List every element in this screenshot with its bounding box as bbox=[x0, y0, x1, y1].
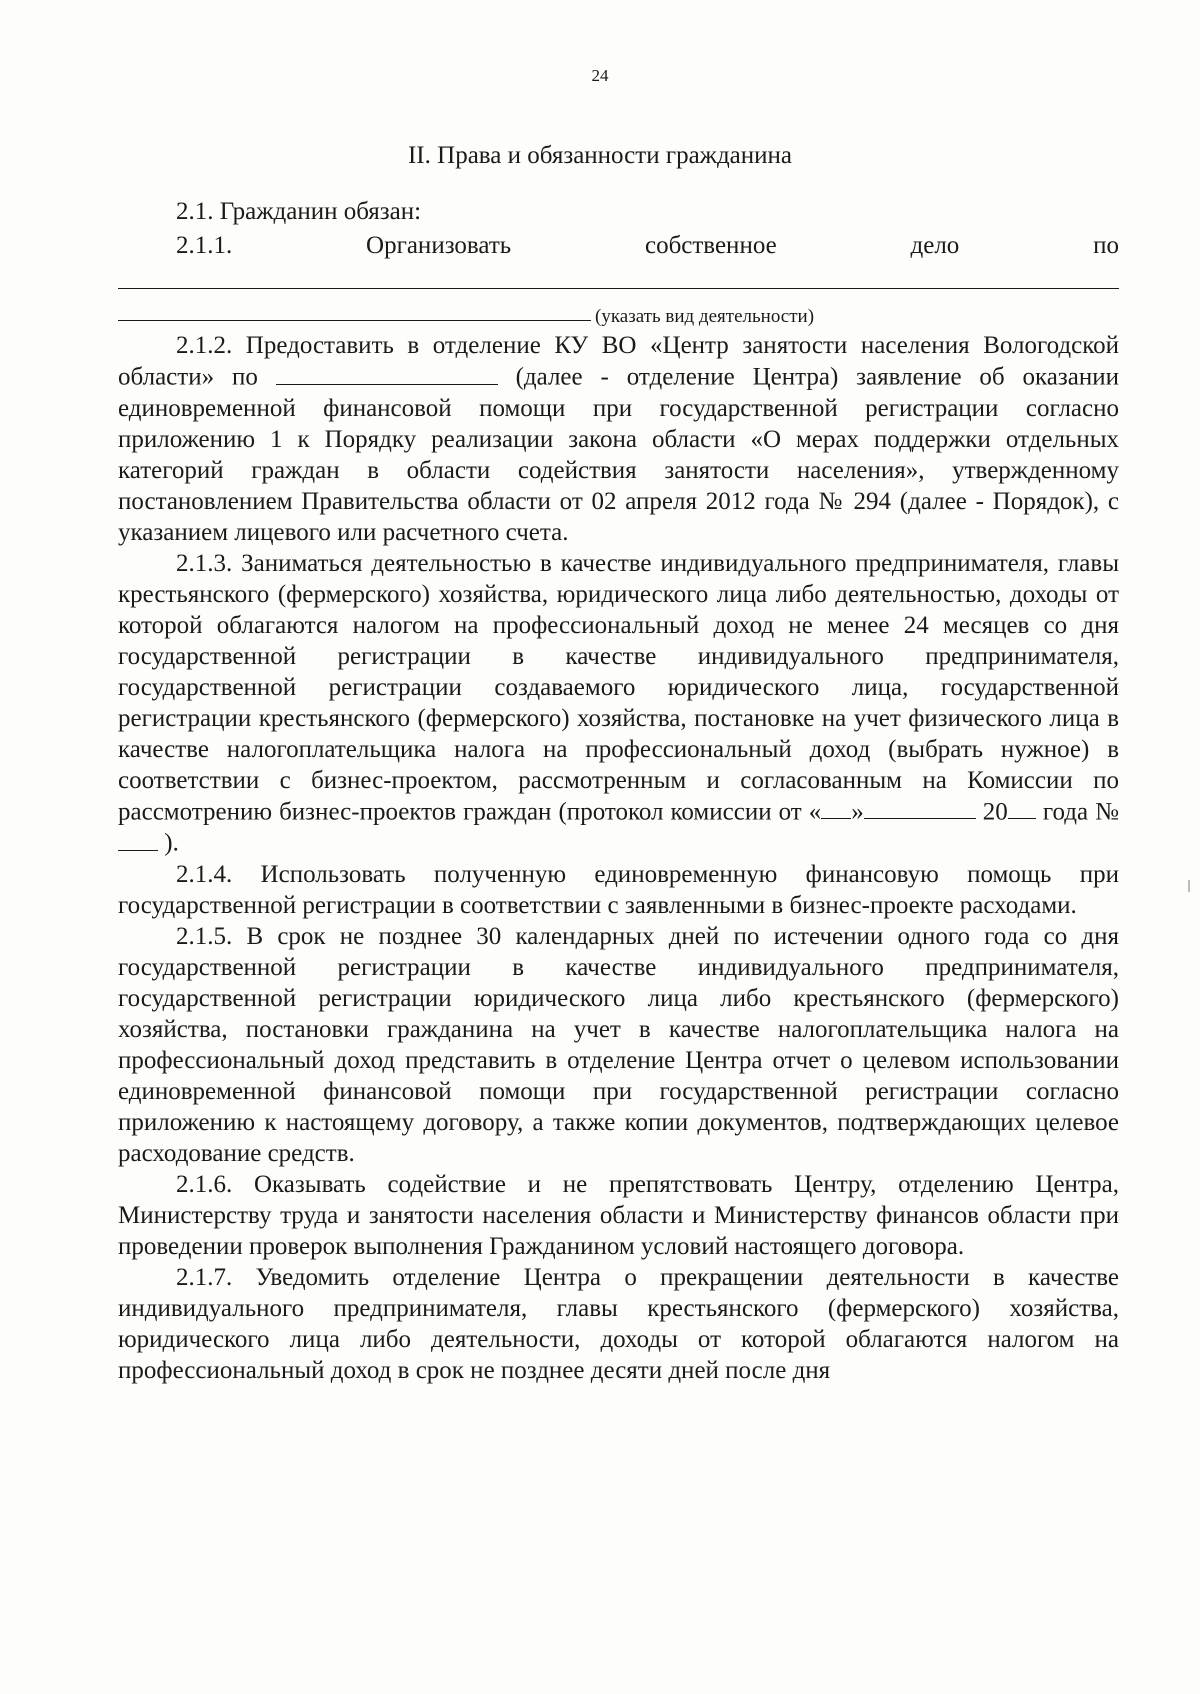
clause-2-1-1 bbox=[176, 230, 1119, 261]
clause-2-1-3-part-c: 20 bbox=[975, 798, 1008, 825]
clause-2-1 bbox=[118, 196, 1119, 227]
clause-2-1-2 bbox=[118, 330, 1119, 548]
activity-blank-line bbox=[118, 288, 1119, 289]
clause-2-1-2-part-a: 2.1.2. Предоставить в отделение КУ ВО «Центр занятости населения Вологодской области» по bbox=[118, 332, 1119, 391]
clause-2-1-3-part-e: ). bbox=[158, 829, 179, 857]
clause-2-1-text: 2.1. Гражданин обязан: bbox=[176, 198, 422, 225]
clause-2-1-1-word-4: по bbox=[1093, 232, 1119, 259]
activity-blank-line-short bbox=[118, 320, 591, 321]
clause-2-1-3-part-d: года № bbox=[1035, 798, 1119, 825]
clause-2-1-1-word-2: собственное bbox=[644, 232, 777, 259]
scan-artifact bbox=[1188, 880, 1190, 892]
clause-2-1-3-part-a: 2.1.3. Заниматься деятельностью в качестве индивидуального предпринимателя, главы крестьянского (фермерского) хозяйства, юридического лица либо деятельностью, доходы от которой облагаются налогом на профессиональный доход не менее 24 месяцев со дня государственной регистрации в качестве индивидуального предпринимателя, государственной регистрации создаваемого юридического лица, государственной регистрации крестьянского (фермерского) хозяйства, постановке на учет физического лица в качестве налогоплательщика налога на профессиональный доход (выбрать нужное) в соответствии с бизнес-проектом, рассмотренным и согласованным на Комиссии по рассмотрению бизнес-проектов граждан (протокол комиссии от « bbox=[118, 549, 1119, 825]
clause-2-1-2-part-b: (далее - отделение Центра) заявление об оказании единовременной финансовой помощи при государственной регистрации согласно приложению 1 к Порядку реализации закона области «О мерах поддержки отдельных категорий граждан в области содействия занятости населения», утвержденному постановлением Правительства области от 02 апреля 2012 года № 294 (далее - Порядок), с указанием лицевого или расчетного счета. bbox=[118, 363, 1119, 546]
center-name-blank bbox=[276, 361, 498, 385]
clause-2-1-7: 2.1.7. Уведомить отделение Центра о прекращении деятельности в качестве индивидуального предпринимателя, главы крестьянского (фермерского) хозяйства, юридического лица либо деятельности, доходы от которой облагаются налогом на профессиональный доход в срок не позднее десяти дней после дня bbox=[118, 1263, 1119, 1384]
clause-2-1-1-word-1: Организовать bbox=[366, 232, 512, 259]
protocol-month-blank bbox=[864, 796, 976, 820]
clause-2-1-3-part-b: » bbox=[851, 798, 864, 825]
section-title: II. Права и обязанности гражданина bbox=[407, 142, 793, 169]
activity-caption: (указать вид деятельности) bbox=[595, 306, 815, 327]
clause-2-1-3 bbox=[118, 548, 1119, 859]
protocol-year-blank bbox=[1008, 796, 1036, 820]
clause-2-1-1-number: 2.1.1. bbox=[176, 232, 233, 259]
clause-2-1-5: 2.1.5. В срок не позднее 30 календарных дней по истечении одного года со дня государственной регистрации в качестве индивидуального предпринимателя, государственной регистрации юридического лица либо крестьянского (фермерского) хозяйства, постановки гражданина на учет в качестве налогоплательщика налога на профессиональный доход представить в отделение Центра отчет о целевом использовании единовременной финансовой помощи при государственной регистрации согласно приложению к настоящему договору, а также копии документов, подтверждающих целевое расходование средств. bbox=[118, 922, 1119, 1167]
protocol-day-blank bbox=[821, 796, 851, 820]
page-number: 24 bbox=[591, 66, 609, 85]
protocol-number-blank bbox=[118, 827, 158, 851]
clause-2-1-1-word-3: дело bbox=[910, 232, 960, 259]
clause-2-1-4: 2.1.4. Использовать полученную единовременную финансовую помощь при государственной регистрации в соответствии с заявленными в бизнес-проекте расходами. bbox=[118, 860, 1119, 919]
clause-2-1-6: 2.1.6. Оказывать содействие и не препятствовать Центру, отделению Центра, Министерству труда и занятости населения области и Министерству финансов области при проведении проверок выполнения Гражданином условий настоящего договора. bbox=[118, 1170, 1119, 1260]
clauses-body bbox=[118, 330, 1119, 1386]
